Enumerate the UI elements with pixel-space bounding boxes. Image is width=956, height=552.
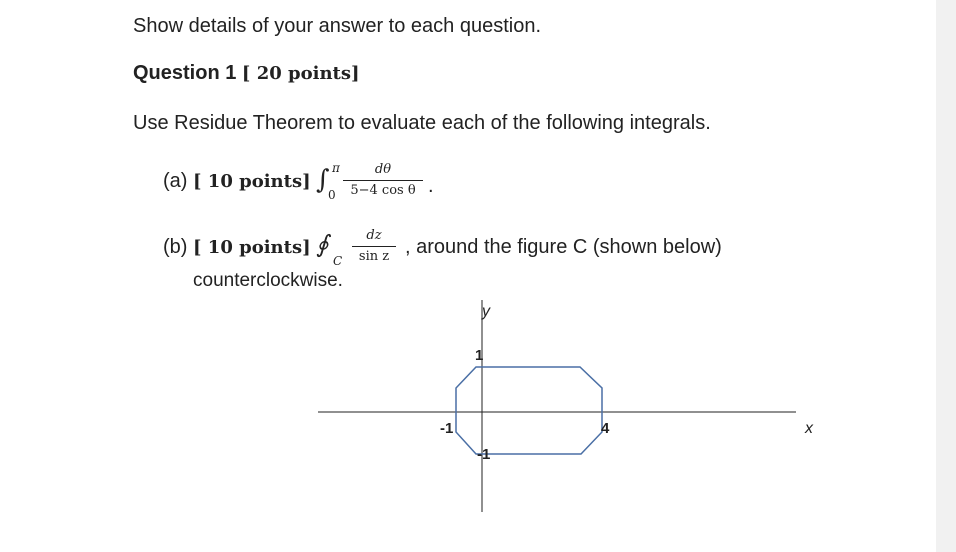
y-tick-negative: -1 [477,446,491,463]
part-b-continuation: counterclockwise. [193,270,343,291]
question-label: Question 1 [133,62,237,84]
part-a-points: [ 10 points] [193,171,311,192]
question-points: [ 20 points] [241,63,360,84]
x-tick-negative: -1 [440,420,454,437]
part-b-description: , around the figure C (shown below) [405,236,722,258]
contour-outline [456,367,602,454]
part-b-points: [ 10 points] [193,237,311,258]
part-a-numerator: dθ [374,162,392,177]
part-a-denominator: 5−4 cos θ [350,183,416,198]
y-tick-positive: 1 [475,347,484,364]
x-axis-label: x [805,420,813,437]
instructions-text: Show details of your answer to each question. [133,15,542,37]
contour-label: C [333,254,343,268]
part-a-label: (a) [163,170,188,192]
task-text: Use Residue Theorem to evaluate each of the following integrals. [133,112,711,134]
contour-integral-sign: ∮ [316,230,329,258]
part-b-denominator: sin z [358,249,390,264]
part-a-period: . [428,175,434,197]
integral-sign: ∫ [316,165,330,195]
part-b-numerator: dz [366,228,382,243]
x-tick-positive: 4 [601,420,610,437]
part-b-label: (b) [163,236,188,258]
upper-limit: π [332,161,340,175]
y-axis-label: y [482,303,490,320]
lower-limit: 0 [328,188,336,202]
